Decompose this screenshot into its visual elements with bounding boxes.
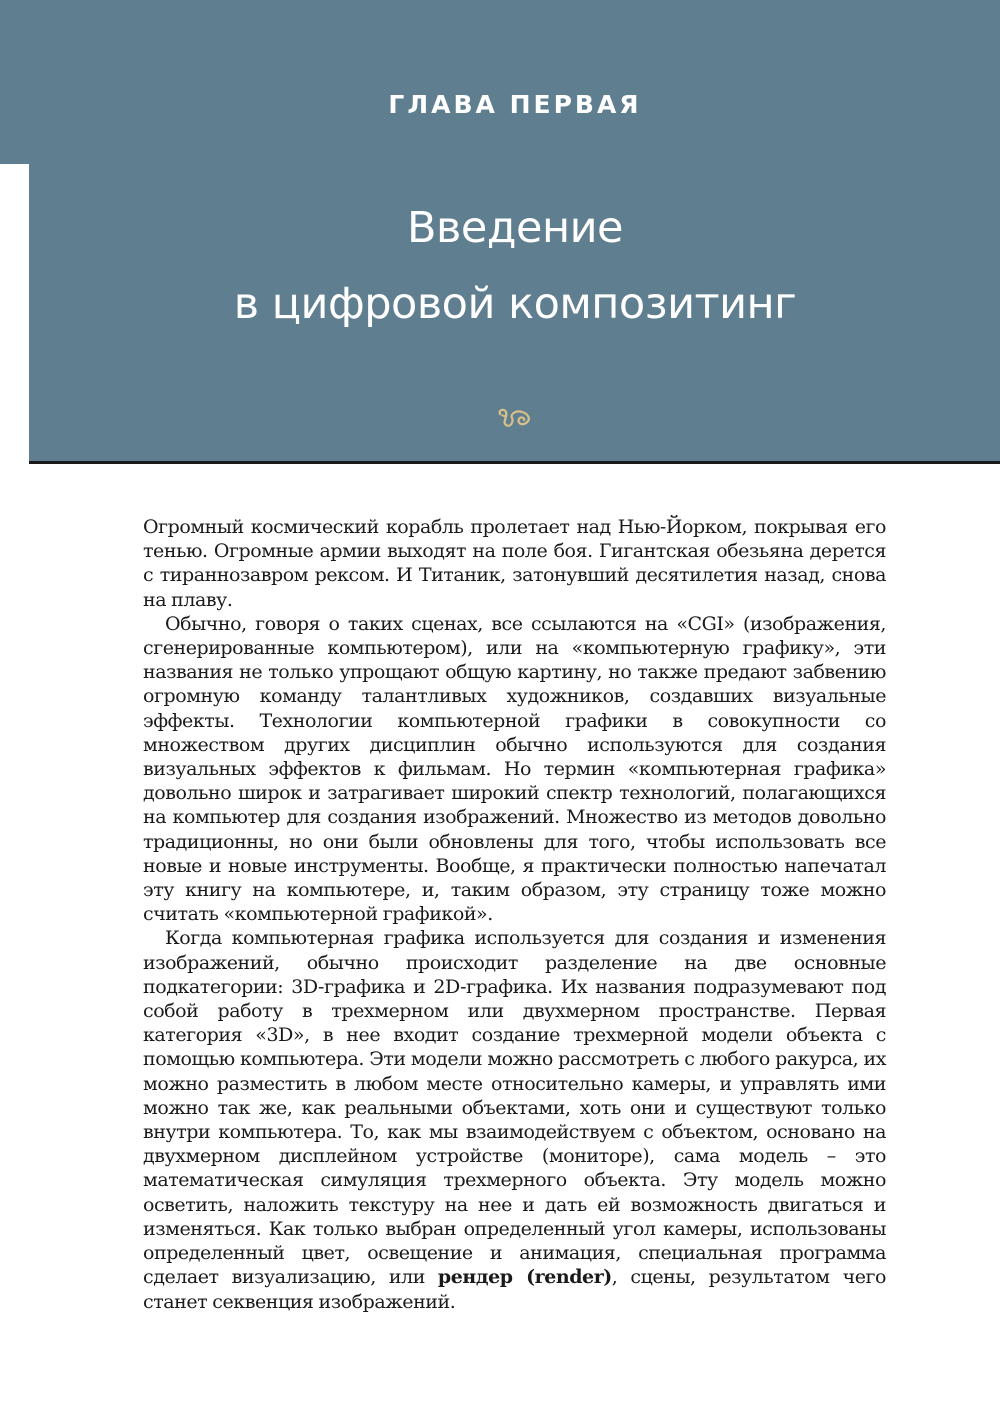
term-render: рендер (render) [437,1266,612,1289]
chapter-title [0,190,1000,342]
body-text [143,515,886,1314]
chapter-title-line-2: в цифровой композитинг [233,279,797,329]
paragraph-3 [143,926,886,1313]
paragraph-2: Обычно, говоря о таких сценах, все ссылаются на «CGI» (изображения, сгенерированные компьютером), или на «компьютерную графику», эти названия не только упрощают общую картину, но также предают забвению огромную команду талантливых художников, создавших визуальные эффекты. Технологии компьютерной графики в совокупности со множеством других дисциплин обычно используются для создания визуальных эффектов к фильмам. Но термин «компьютерная графика» довольно широк и затрагивает широкий спектр технологий, полагающихся на компьютер для создания изображений. Множество из методов довольно традиционны, но они были обновлены для того, чтобы использовать все новые и новые инструменты. Вообще, я практически полностью напечатал эту книгу на компьютере, и, таким образом, эту страницу тоже можно считать «компьютерной графикой». [143,612,886,926]
floral-ornament-icon [496,406,534,430]
chapter-label: ГЛАВА ПЕРВАЯ [388,90,642,119]
paragraph-3-text-start: Когда компьютерная графика используется для создания и изменения изображений, обычно происходит разделение на две основные подкатегории: 3D-графика и 2D-графика. Их названия подразумевают под собой работу в трехмерном или двухмерном пространстве. Первая категория «3D», в нее входит создание трехмерной модели объекта с помощью компьютера. Эти модели можно рассмотреть с любого ракурса, их можно разместить в любом месте относительно камеры, и управлять ими можно так же, как реальными объектами, хоть они и существуют только внутри компьютера. То, как мы взаимодействуем с объектом, основано на двухмерном дисплейном устройстве (мониторе), сама модель – это математическая симуляция трехмерного объекта. Эту модель можно осветить, наложить текстуру на нее и дать ей возможность двигаться и изменяться. Как только выбран определенный угол камеры, использованы определенный цвет, освещение и анимация, специальная программа сделает визуализацию, или [143,927,886,1289]
paragraph-3-text-end: , сцены, результатом чего станет секвенция изображений. [143,1266,887,1313]
header-bottom-rule [29,461,1000,464]
chapter-title-line-1: Введение [407,203,623,253]
paragraph-1: Огромный космический корабль пролетает над Нью-Йорком, покрывая его тенью. Огромные армии выходят на поле боя. Гигантская обезьяна дерется с тираннозавром рексом. И Титаник, затонувший десятилетия назад, снова на плаву. [143,516,886,611]
